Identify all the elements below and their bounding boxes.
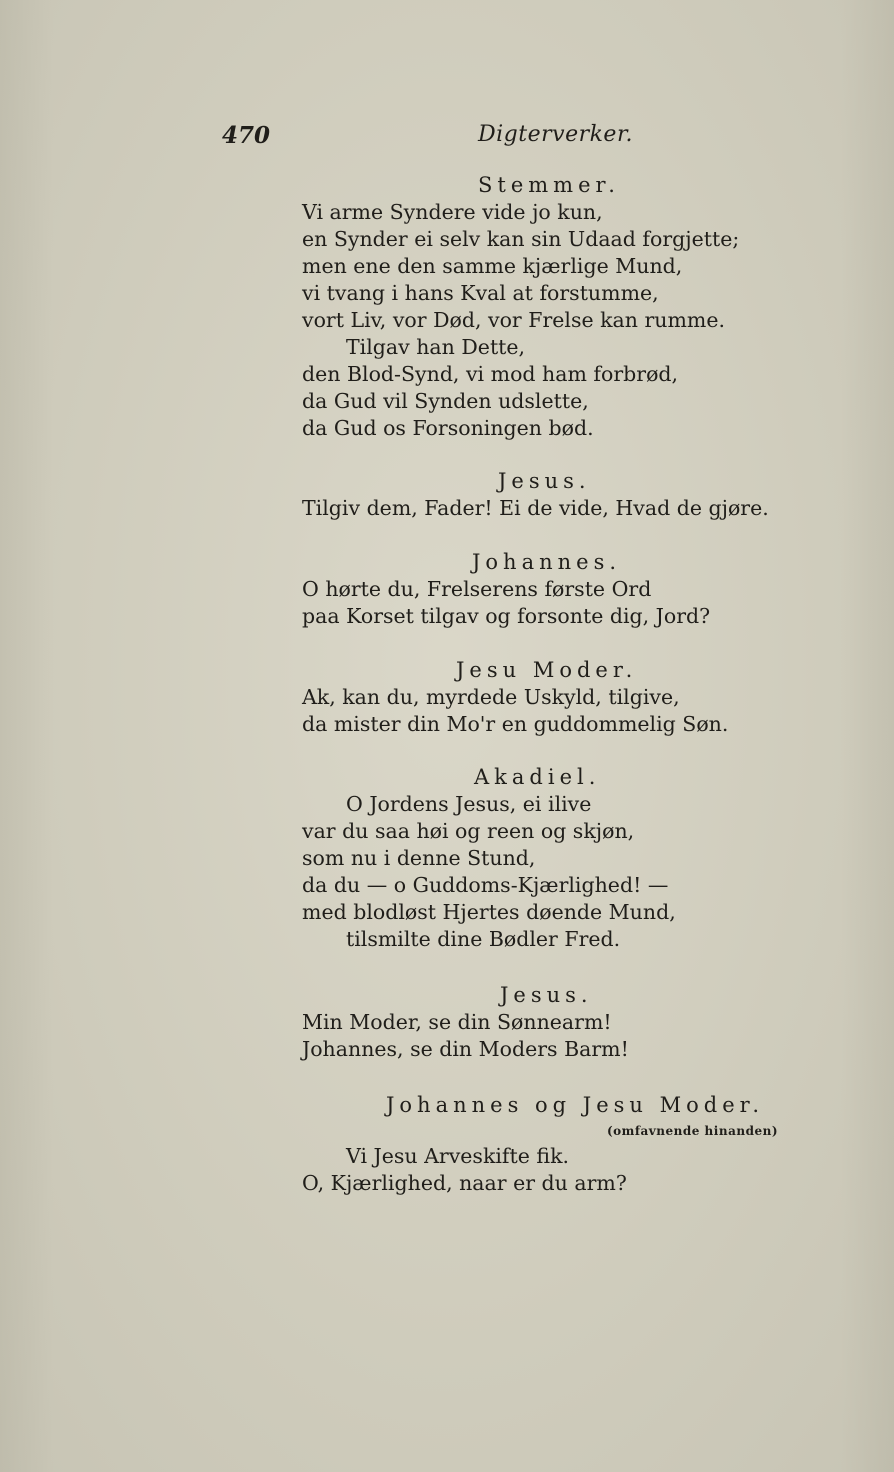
speaker-name: Jesus. bbox=[498, 469, 591, 493]
verse-line: med blodløst Hjertes døende Mund, bbox=[302, 900, 676, 924]
speech-jesu-moder bbox=[302, 656, 802, 738]
speaker-name: Jesus. bbox=[500, 983, 593, 1007]
verse-line: da du — o Guddoms-Kjærlighed! — bbox=[302, 873, 669, 897]
verse-line: O hørte du, Frelserens første Ord bbox=[302, 577, 652, 601]
speech-jesus-1 bbox=[302, 467, 802, 522]
stage-direction: (omfavnende hinanden) bbox=[606, 1124, 778, 1138]
verse-line: Vi Jesu Arveskifte fik. bbox=[346, 1144, 570, 1168]
page-number: 470 bbox=[222, 122, 271, 149]
verse-line: Tilgiv dem, Fader! Ei de vide, Hvad de gjøre. bbox=[302, 496, 769, 520]
speech-jesus-2 bbox=[302, 981, 802, 1063]
verse-line: da mister din Mo'r en guddommelig Søn. bbox=[302, 712, 729, 736]
verse-line: tilsmilte dine Bødler Fred. bbox=[346, 927, 621, 951]
page-header bbox=[222, 122, 782, 158]
verse-line: som nu i denne Stund, bbox=[302, 846, 536, 870]
verse-line: paa Korset tilgav og forsonte dig, Jord? bbox=[302, 604, 711, 628]
running-title: Digterverker. bbox=[478, 122, 634, 147]
verse-line: da Gud os Forsoningen bød. bbox=[302, 416, 594, 440]
speaker-name: Stemmer. bbox=[478, 173, 620, 197]
verse-line: vort Liv, vor Død, vor Frelse kan rumme. bbox=[302, 308, 726, 332]
speech-stemmer bbox=[302, 171, 802, 442]
verse-line: en Synder ei selv kan sin Udaad forgjette; bbox=[302, 227, 740, 251]
speaker-name: Johannes. bbox=[472, 550, 622, 574]
verse-line: Ak, kan du, myrdede Uskyld, tilgive, bbox=[302, 685, 680, 709]
verse-line: Min Moder, se din Sønnearm! bbox=[302, 1010, 612, 1034]
verse-line: var du saa høi og reen og skjøn, bbox=[302, 819, 635, 843]
verse-line: den Blod-Synd, vi mod ham forbrød, bbox=[302, 362, 679, 386]
verse-line: O, Kjærlighed, naar er du arm? bbox=[302, 1171, 627, 1195]
speaker-name: Akadiel. bbox=[474, 765, 601, 789]
speech-johannes-og-jesu-moder bbox=[302, 1091, 802, 1197]
verse-line: vi tvang i hans Kval at forstumme, bbox=[302, 281, 659, 305]
verse-line: O Jordens Jesus, ei ilive bbox=[346, 792, 592, 816]
verse-line: men ene den samme kjærlige Mund, bbox=[302, 254, 683, 278]
verse-line: Vi arme Syndere vide jo kun, bbox=[302, 200, 603, 224]
verse-line: da Gud vil Synden udslette, bbox=[302, 389, 589, 413]
speech-johannes bbox=[302, 548, 802, 630]
verse-line: Tilgav han Dette, bbox=[346, 335, 526, 359]
speaker-name: Johannes og Jesu Moder. bbox=[386, 1093, 765, 1117]
speaker-name: Jesu Moder. bbox=[456, 658, 638, 682]
speech-akadiel bbox=[302, 763, 802, 953]
verse-line: Johannes, se din Moders Barm! bbox=[302, 1037, 629, 1061]
